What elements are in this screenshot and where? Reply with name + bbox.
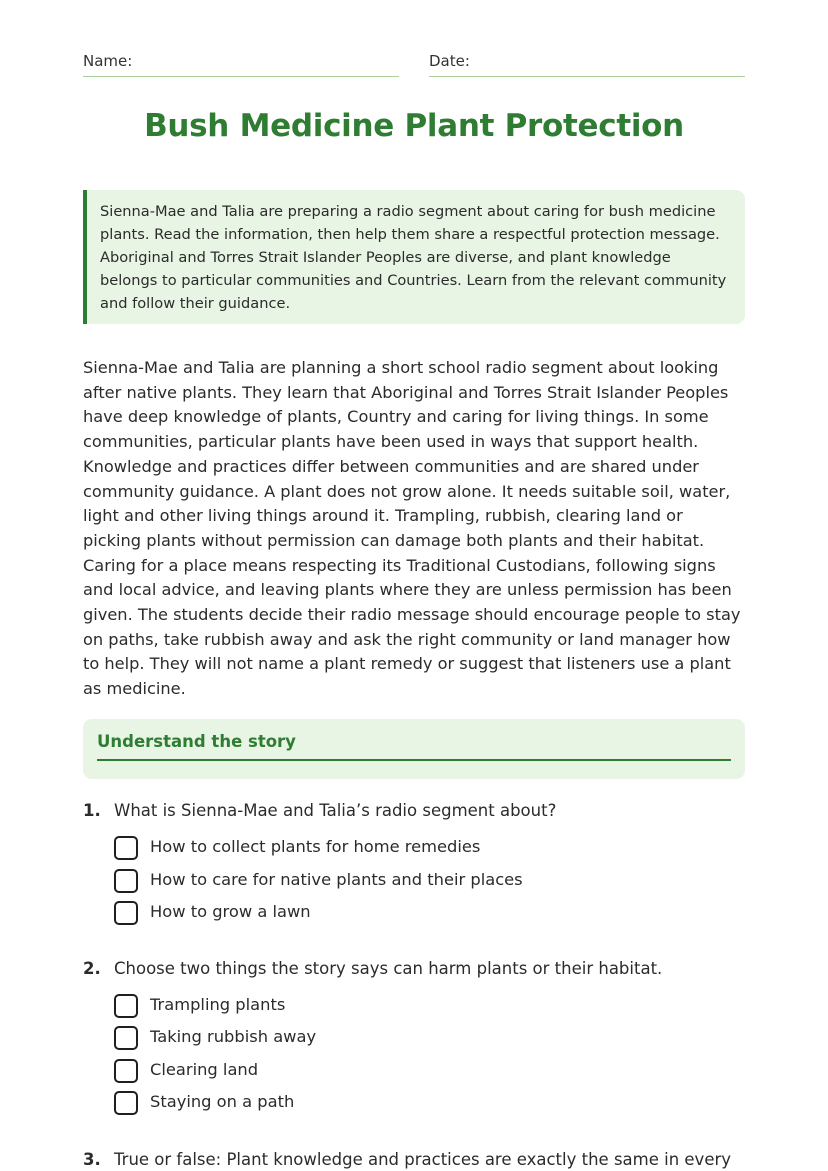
name-line[interactable] <box>83 76 399 77</box>
checkbox[interactable] <box>114 869 138 893</box>
name-label: Name: <box>83 52 133 70</box>
option-label: How to care for native plants and their places <box>150 870 523 889</box>
question-text: True or false: Plant knowledge and practices are exactly the same in every <box>114 1150 732 1169</box>
section-header <box>83 719 745 779</box>
option-label: Staying on a path <box>150 1092 295 1111</box>
checkbox[interactable] <box>114 994 138 1018</box>
checkbox[interactable] <box>114 836 138 860</box>
date-label: Date: <box>429 52 470 70</box>
checkbox[interactable] <box>114 1059 138 1083</box>
checkbox[interactable] <box>114 1026 138 1050</box>
story-text: Sienna-Mae and Talia are planning a short school radio segment about looking after native plants. They learn that Aboriginal and Torres Strait Islander Peoples have deep knowledge of plants, Country and caring for living things. In some communities, particular plants have been used in ways that support health. Knowledge and practices differ between communities and are shared under community guidance. A plant does not grow alone. It needs suitable soil, water, light and other living things around it. Trampling, rubbish, clearing land or picking plants without permission can damage both plants and their habitat. Caring for a place means respecting its Traditional Custodians, following signs and local advice, and leaving plants where they are unless permission has been given. The students decide their radio message should encourage people to stay on paths, take rubbish away and ask the right community or land manager how to help. They will not name a plant remedy or suggest that listeners use a plant as medicine. <box>83 358 741 699</box>
date-line[interactable] <box>429 76 745 77</box>
checkbox[interactable] <box>114 1091 138 1115</box>
option-label: Clearing land <box>150 1060 259 1079</box>
question-text: Choose two things the story says can harm plants or their habitat. <box>114 959 663 978</box>
question-number: 2. <box>83 959 101 978</box>
option-label: Taking rubbish away <box>150 1027 317 1046</box>
question-text: What is Sienna-Mae and Talia’s radio segment about? <box>114 801 557 820</box>
date-field[interactable] <box>429 52 470 70</box>
option-label: How to grow a lawn <box>150 902 311 921</box>
page-title: Bush Medicine Plant Protection <box>144 108 684 144</box>
section-title: Understand the story <box>97 732 731 761</box>
option-label: How to collect plants for home remedies <box>150 837 481 856</box>
option-label: Trampling plants <box>150 995 286 1014</box>
question-number: 1. <box>83 801 101 820</box>
question-number: 3. <box>83 1150 101 1169</box>
name-field[interactable] <box>83 52 132 70</box>
checkbox[interactable] <box>114 901 138 925</box>
intro-callout: Sienna-Mae and Talia are preparing a radio segment about caring for bush medicine plants. Read the information, then help them share a respectful protection message. Aboriginal and Torres Strait Islander Peoples are diverse, and plant knowledge belongs to particular communities and Countries. Learn from the relevant community and follow their guidance. <box>83 190 745 324</box>
